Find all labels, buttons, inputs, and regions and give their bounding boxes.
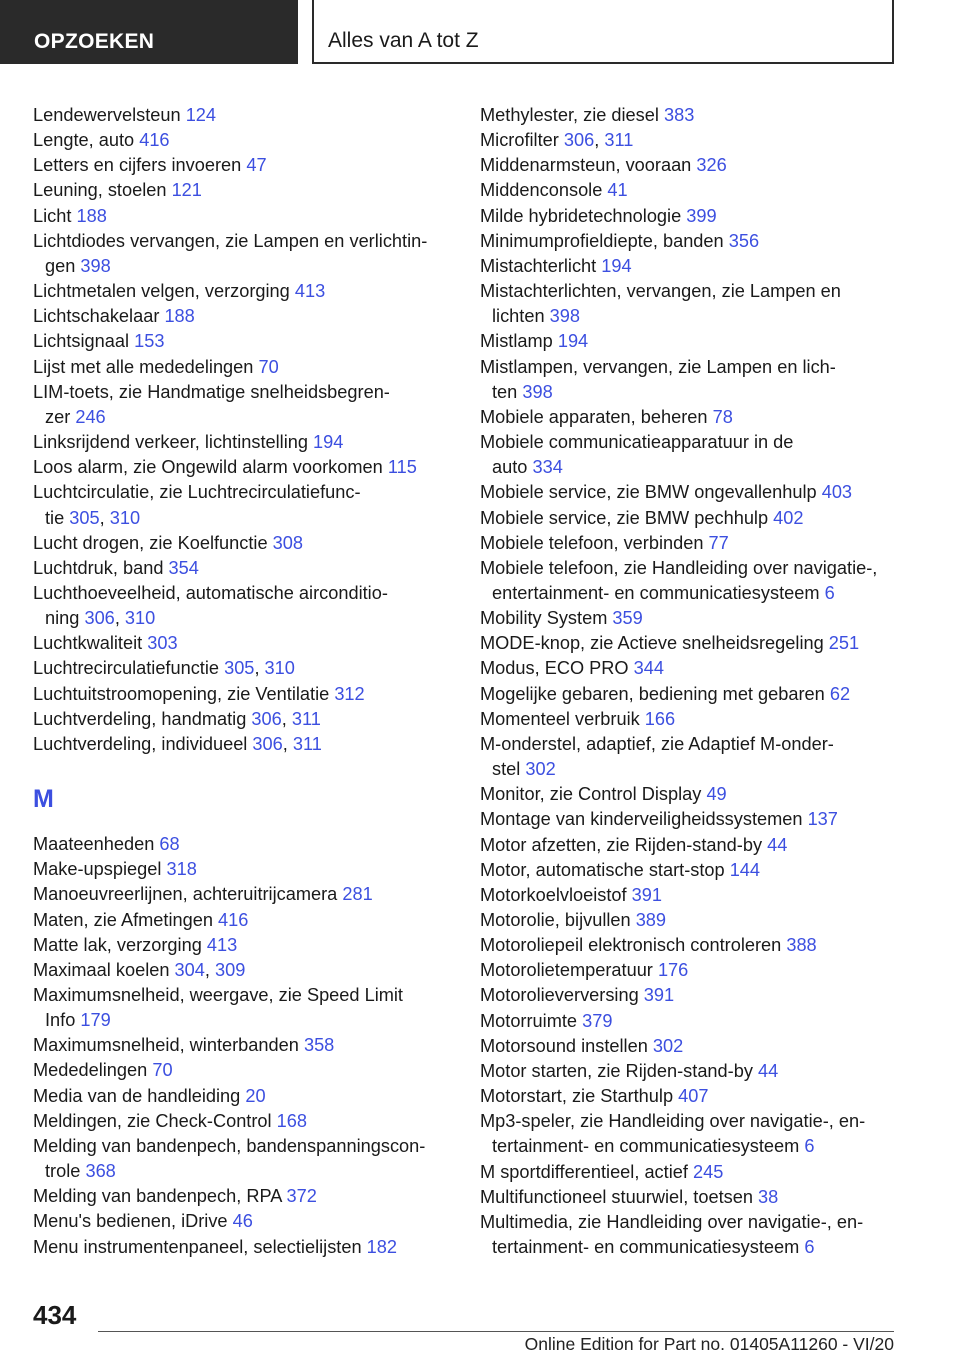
index-entry	[33, 1134, 453, 1184]
index-entry	[480, 883, 920, 908]
index-entry	[33, 204, 453, 229]
page-link[interactable]: 308	[272, 532, 303, 553]
index-entry	[480, 1059, 920, 1084]
index-entry	[33, 882, 453, 907]
entry-term: M sportdifferentieel, actief	[480, 1161, 688, 1182]
index-entry	[480, 1009, 920, 1034]
page-link[interactable]: 166	[644, 708, 676, 729]
page-link[interactable]: 6	[804, 1136, 815, 1157]
entry-term: MODE-knop, zie Actieve snelheidsregeling	[480, 633, 824, 654]
page-link[interactable]: 402	[773, 507, 804, 528]
page-link[interactable]: 398	[549, 306, 580, 327]
index-entry	[33, 329, 453, 354]
entry-term: ten	[492, 381, 518, 402]
entry-term: LIM-toets, zie Handmatige snelheidsbegren-	[33, 381, 390, 402]
entry-term: stel	[492, 759, 521, 780]
index-entry	[33, 832, 453, 857]
page-link[interactable]: 383	[664, 105, 695, 125]
entry-term: Multifunctioneel stuurwiel, toetsen	[480, 1186, 753, 1207]
edition-note: Online Edition for Part no. 01405A11260 - VI/20	[524, 1334, 894, 1354]
entry-term: Motorolieverversing	[480, 985, 639, 1006]
entry-term: Mobiele service, zie BMW pechhulp	[480, 507, 769, 528]
page-link[interactable]: 68	[159, 834, 180, 855]
index-entry	[33, 229, 453, 279]
entry-term: Microfilter	[480, 130, 559, 151]
page-link[interactable]: 334	[532, 457, 563, 478]
entry-term: zer	[45, 406, 71, 427]
entry-term: Lichtschakelaar	[33, 306, 160, 327]
page-link[interactable]: 379	[582, 1010, 613, 1031]
page-link[interactable]: 318	[166, 859, 197, 880]
entry-term: Mogelijke gebaren, bediening met gebaren	[480, 683, 825, 704]
page-number: 434	[33, 1300, 77, 1330]
page-link[interactable]: 311	[292, 733, 322, 754]
page-link[interactable]: 194	[313, 432, 344, 453]
page-link[interactable]: 6	[824, 582, 835, 603]
index-entry	[480, 329, 920, 354]
entry-term: Methylester, zie diesel	[480, 105, 659, 125]
index-entry	[480, 1034, 920, 1059]
page-link[interactable]: 416	[218, 909, 249, 930]
page-link[interactable]: 47	[246, 155, 267, 176]
page-link[interactable]: 306	[84, 608, 115, 629]
entry-term: Lengte, auto	[33, 130, 135, 151]
entry-term: Motor starten, zie Rijden-stand-by	[480, 1060, 753, 1081]
page-link[interactable]: 416	[139, 130, 170, 151]
page-link[interactable]: 389	[635, 910, 667, 930]
page-link[interactable]: 354	[168, 557, 199, 578]
page-link[interactable]: 403	[821, 482, 853, 503]
index-entry	[480, 983, 920, 1008]
page-link[interactable]: 182	[366, 1236, 397, 1257]
entry-term: Motorsound instellen	[480, 1035, 648, 1056]
entry-term: Middenarmsteun, vooraan	[480, 155, 692, 176]
index-entry	[33, 857, 453, 882]
entry-term: Motorolietemperatuur	[480, 960, 653, 981]
index-entry: Luchthoeveelheid, automatische airconditio- ning 306, 310	[33, 582, 388, 629]
index-entry	[480, 606, 920, 631]
index-letter-heading	[33, 757, 453, 832]
index-entry	[480, 405, 920, 430]
page-link[interactable]: 281	[342, 884, 373, 905]
index-entry	[33, 1033, 453, 1058]
index-entry	[33, 455, 453, 480]
entry-term: tertainment- en communicatiesysteem	[492, 1136, 800, 1157]
entry-term: Lendewervelsteun	[33, 105, 181, 125]
entry-term: Licht	[33, 205, 72, 226]
entry-term: M-onderstel, adaptief, zie Adaptief M-onder-	[480, 733, 834, 754]
page-link[interactable]: 398	[522, 381, 553, 402]
page-link[interactable]: 115	[387, 457, 417, 478]
index-entry	[480, 858, 920, 883]
index-entry	[480, 279, 920, 329]
page-link[interactable]: 305	[69, 507, 100, 528]
page-link[interactable]: 188	[164, 306, 195, 327]
page-link[interactable]: 144	[729, 859, 761, 880]
entry-term: Lijst met alle mededelingen	[33, 356, 254, 377]
page-link[interactable]: 398	[80, 255, 111, 276]
entry-term: Menu instrumentenpaneel, selectielijsten	[33, 1236, 362, 1257]
entry-term: Motor afzetten, zie Rijden-stand-by	[480, 834, 763, 855]
index-entry	[480, 958, 920, 983]
index-entry	[33, 983, 453, 1033]
entry-term: Mp3-speler, zie Handleiding over navigatie-, en-	[480, 1111, 866, 1132]
entry-term: Make-upspiegel	[33, 859, 162, 880]
index-entry	[480, 908, 920, 933]
page-link[interactable]: 306	[251, 708, 282, 729]
index-entry	[480, 355, 920, 405]
index-entry	[480, 103, 920, 128]
page-link[interactable]: 310	[109, 507, 141, 528]
entry-term: Motorruimte	[480, 1010, 578, 1031]
page-link[interactable]: 153	[134, 331, 165, 352]
index-entry	[33, 1109, 453, 1134]
entry-term: Manoeuvreerlijnen, achteruitrijcamera	[33, 884, 338, 905]
entry-term: Linksrijdend verkeer, lichtinstelling	[33, 432, 308, 453]
index-entry	[33, 933, 453, 958]
page-link[interactable]: 305	[224, 658, 255, 679]
page-link[interactable]: 344	[633, 658, 664, 679]
entry-term: Modus, ECO PRO	[480, 658, 629, 679]
page-link[interactable]: 179	[80, 1010, 111, 1031]
page-link[interactable]: 70	[152, 1060, 173, 1081]
index-entry	[33, 1084, 453, 1109]
index-entry	[33, 908, 453, 933]
index-entry	[480, 1084, 920, 1109]
entry-term: trole	[45, 1161, 81, 1182]
entry-term: Mobility System	[480, 608, 608, 629]
page-link[interactable]: 124	[185, 105, 217, 125]
entry-term: Mistlamp	[480, 331, 553, 352]
footer-divider	[98, 1331, 894, 1332]
index-entry	[480, 229, 920, 254]
page-link[interactable]: 413	[206, 934, 238, 955]
page-link[interactable]: 303	[147, 633, 178, 654]
page-link[interactable]: 368	[85, 1161, 116, 1182]
entry-term: Letters en cijfers invoeren	[33, 155, 242, 176]
page-link[interactable]: 121	[171, 180, 202, 201]
entry-term: Mobiele service, zie BMW ongevallenhulp	[480, 482, 817, 503]
index-entry	[33, 430, 453, 455]
page-link[interactable]: 41	[607, 180, 628, 201]
page-link[interactable]: 49	[706, 784, 727, 805]
index-letter: M	[33, 785, 54, 814]
index-entry	[33, 103, 453, 128]
index-entry	[480, 1210, 920, 1260]
page-link[interactable]: 251	[828, 633, 860, 654]
entry-term: Motorkoelvloeistof	[480, 884, 627, 905]
entry-term: Mobiele telefoon, verbinden	[480, 532, 704, 553]
page-link[interactable]: 359	[612, 608, 643, 629]
page-link[interactable]: 306	[252, 733, 283, 754]
entry-term: Lichtdiodes vervangen, zie Lampen en verlichtin-	[33, 230, 428, 251]
index-entry	[480, 631, 920, 656]
entry-term: Maateenheden	[33, 834, 155, 855]
entry-term: auto	[492, 457, 528, 478]
index-entry	[480, 732, 920, 782]
page-link[interactable]: 309	[215, 959, 246, 980]
index-entry	[480, 682, 920, 707]
entry-term: Mededelingen	[33, 1060, 148, 1081]
page-link[interactable]: 176	[657, 960, 689, 981]
entry-term: Mistachterlicht	[480, 255, 597, 276]
page-link[interactable]: 413	[294, 281, 326, 302]
index-entry	[480, 506, 920, 531]
page-link[interactable]: 137	[807, 809, 838, 830]
index-entry	[33, 631, 453, 656]
page-link[interactable]: 44	[758, 1060, 779, 1081]
entry-term: Lichtsignaal	[33, 331, 130, 352]
entry-term: Lichtmetalen velgen, verzorging	[33, 281, 290, 302]
index-entry	[33, 1209, 453, 1234]
entry-term: Maximumsnelheid, weergave, zie Speed Limit	[33, 985, 403, 1005]
index-entry: Microfilter 306, 311	[480, 130, 634, 151]
index-entry	[480, 254, 920, 279]
entry-term: Maximaal koelen	[33, 959, 170, 980]
entry-term: Mistachterlichten, vervangen, zie Lampen en	[480, 281, 841, 302]
entry-term: Info	[45, 1010, 76, 1031]
page-link[interactable]: 302	[525, 759, 556, 780]
page-link[interactable]: 78	[712, 406, 733, 427]
entry-term: entertainment- en communicatiesysteem	[492, 582, 820, 603]
index-entry	[480, 204, 920, 229]
entry-term: Middenconsole	[480, 180, 603, 201]
page-link[interactable]: 356	[728, 230, 760, 251]
index-entry	[480, 707, 920, 732]
entry-term: Loos alarm, zie Ongewild alarm voorkomen	[33, 457, 383, 478]
entry-term: Motor, automatische start-stop	[480, 859, 725, 880]
page-link[interactable]: 20	[245, 1085, 266, 1106]
index-entry	[480, 833, 920, 858]
entry-term: Mistlampen, vervangen, zie Lampen en lich-	[480, 356, 836, 377]
header-title-box	[312, 0, 894, 64]
index-entry: Maximaal koelen 304, 309	[33, 959, 246, 980]
page-link[interactable]: 310	[264, 658, 295, 679]
page-link[interactable]: 310	[124, 608, 156, 629]
section-title: OPZOEKEN	[34, 30, 155, 53]
entry-term: Milde hybridetechnologie	[480, 205, 682, 226]
entry-term: Momenteel verbruik	[480, 708, 640, 729]
index-entry	[33, 355, 453, 380]
entry-term: Maten, zie Afmetingen	[33, 909, 213, 930]
page-link[interactable]: 6	[804, 1237, 815, 1258]
index-entry	[33, 153, 453, 178]
page-link[interactable]: 326	[696, 155, 727, 176]
index-entry	[480, 556, 920, 606]
page-link[interactable]: 312	[334, 683, 365, 704]
index-entry	[33, 531, 453, 556]
index-entry	[33, 178, 453, 203]
index-entry	[480, 933, 920, 958]
entry-term: Luchtuitstroomopening, zie Ventilatie	[33, 683, 330, 704]
index-entry	[480, 153, 920, 178]
page-link[interactable]: 372	[286, 1186, 317, 1207]
page-link[interactable]: 311	[604, 130, 634, 151]
entry-term: Luchtcirculatie, zie Luchtrecirculatiefunc-	[33, 482, 361, 503]
entry-term: Luchtverdeling, handmatig	[33, 708, 247, 729]
entry-term: lichten	[492, 306, 545, 327]
page-title: Alles van A tot Z	[328, 29, 479, 52]
entry-term: Mobiele telefoon, zie Handleiding over navigatie-,	[480, 557, 878, 578]
entry-term: Luchtverdeling, individueel	[33, 733, 248, 754]
index-entry	[480, 1160, 920, 1185]
entry-term: Monitor, zie Control Display	[480, 784, 702, 805]
page-link[interactable]: 246	[75, 406, 106, 427]
entry-term: Luchtdruk, band	[33, 557, 164, 578]
entry-term: Montage van kinderveiligheidssystemen	[480, 809, 803, 830]
entry-term: Leuning, stoelen	[33, 180, 167, 201]
entry-term: tertainment- en communicatiesysteem	[492, 1237, 800, 1258]
entry-term: ning	[45, 608, 80, 629]
section-tab	[0, 0, 298, 64]
entry-term: Luchtkwaliteit	[33, 633, 143, 654]
index-column-right	[480, 103, 920, 1260]
page-link[interactable]: 391	[643, 985, 675, 1006]
index-entry	[480, 531, 920, 556]
entry-term: Lucht drogen, zie Koelfunctie	[33, 532, 268, 553]
index-entry	[480, 480, 920, 505]
index-entry	[33, 1184, 453, 1209]
page-link[interactable]: 168	[276, 1110, 307, 1131]
index-entry	[33, 556, 453, 581]
entry-term: Matte lak, verzorging	[33, 934, 202, 955]
entry-term: Luchthoeveelheid, automatische airconditio-	[33, 582, 388, 603]
page-link[interactable]: 302	[652, 1035, 684, 1056]
page-link[interactable]: 38	[758, 1186, 779, 1207]
index-entry	[480, 1109, 920, 1159]
page-link[interactable]: 62	[829, 683, 851, 704]
index-entry	[480, 430, 920, 480]
index-entry	[33, 682, 453, 707]
index-entry	[480, 807, 920, 832]
page-link[interactable]: 188	[76, 205, 107, 226]
entry-term: Maximumsnelheid, winterbanden	[33, 1035, 299, 1056]
entry-term: Mobiele communicatieapparatuur in de	[480, 432, 794, 453]
index-column-left	[33, 103, 453, 1260]
entry-term: Motorolie, bijvullen	[480, 910, 631, 930]
entry-term: Menu's bedienen, iDrive	[33, 1211, 228, 1232]
index-entry	[33, 128, 453, 153]
page-link[interactable]: 306	[563, 130, 595, 151]
page-link[interactable]: 44	[767, 834, 788, 855]
index-entry	[33, 1235, 453, 1260]
entry-term: Media van de handleiding	[33, 1085, 241, 1106]
index-entry	[33, 380, 453, 430]
page-link[interactable]: 358	[303, 1035, 335, 1056]
entry-term: Minimumprofieldiepte, banden	[480, 230, 724, 251]
page-link[interactable]: 46	[232, 1211, 253, 1232]
page-link[interactable]: 70	[258, 356, 279, 377]
page-link[interactable]: 304	[174, 959, 205, 980]
index-entry	[480, 178, 920, 203]
page-link[interactable]: 407	[678, 1086, 709, 1107]
entry-term: Luchtrecirculatiefunctie	[33, 658, 220, 679]
index-entry: Luchtcirculatie, zie Luchtrecirculatiefunc- tie 305, 310	[33, 482, 361, 528]
index-entry	[33, 279, 453, 304]
entry-term: Mobiele apparaten, beheren	[480, 406, 708, 427]
index-entry	[480, 656, 920, 681]
page-link[interactable]: 77	[708, 532, 729, 553]
index-entry: Luchtrecirculatiefunctie 305, 310	[33, 658, 295, 679]
entry-term: Meldingen, zie Check-Control	[33, 1110, 272, 1131]
index-entry	[33, 1058, 453, 1083]
page-link[interactable]: 388	[786, 935, 817, 956]
page-link[interactable]: 194	[557, 331, 589, 352]
index-entry	[480, 1185, 920, 1210]
index-entry: Luchtverdeling, individueel 306, 311	[33, 733, 322, 754]
page-link[interactable]: 399	[686, 205, 717, 226]
page-link[interactable]: 194	[601, 255, 632, 276]
page-link[interactable]: 245	[692, 1161, 724, 1182]
entry-term: Multimedia, zie Handleiding over navigatie-, en-	[480, 1211, 864, 1232]
entry-term: Motoroliepeil elektronisch controleren	[480, 935, 782, 956]
index-entry: Luchtverdeling, handmatig 306, 311	[33, 708, 321, 729]
entry-term: gen	[45, 255, 76, 276]
entry-term: Motorstart, zie Starthulp	[480, 1086, 674, 1107]
index-entry	[480, 782, 920, 807]
entry-term: Melding van bandenpech, bandenspanningscon-	[33, 1135, 426, 1156]
page-link[interactable]: 391	[631, 884, 662, 905]
entry-term: Melding van bandenpech, RPA	[33, 1186, 282, 1207]
entry-term: tie	[45, 507, 65, 528]
page-link[interactable]: 311	[291, 708, 321, 729]
index-entry	[33, 304, 453, 329]
